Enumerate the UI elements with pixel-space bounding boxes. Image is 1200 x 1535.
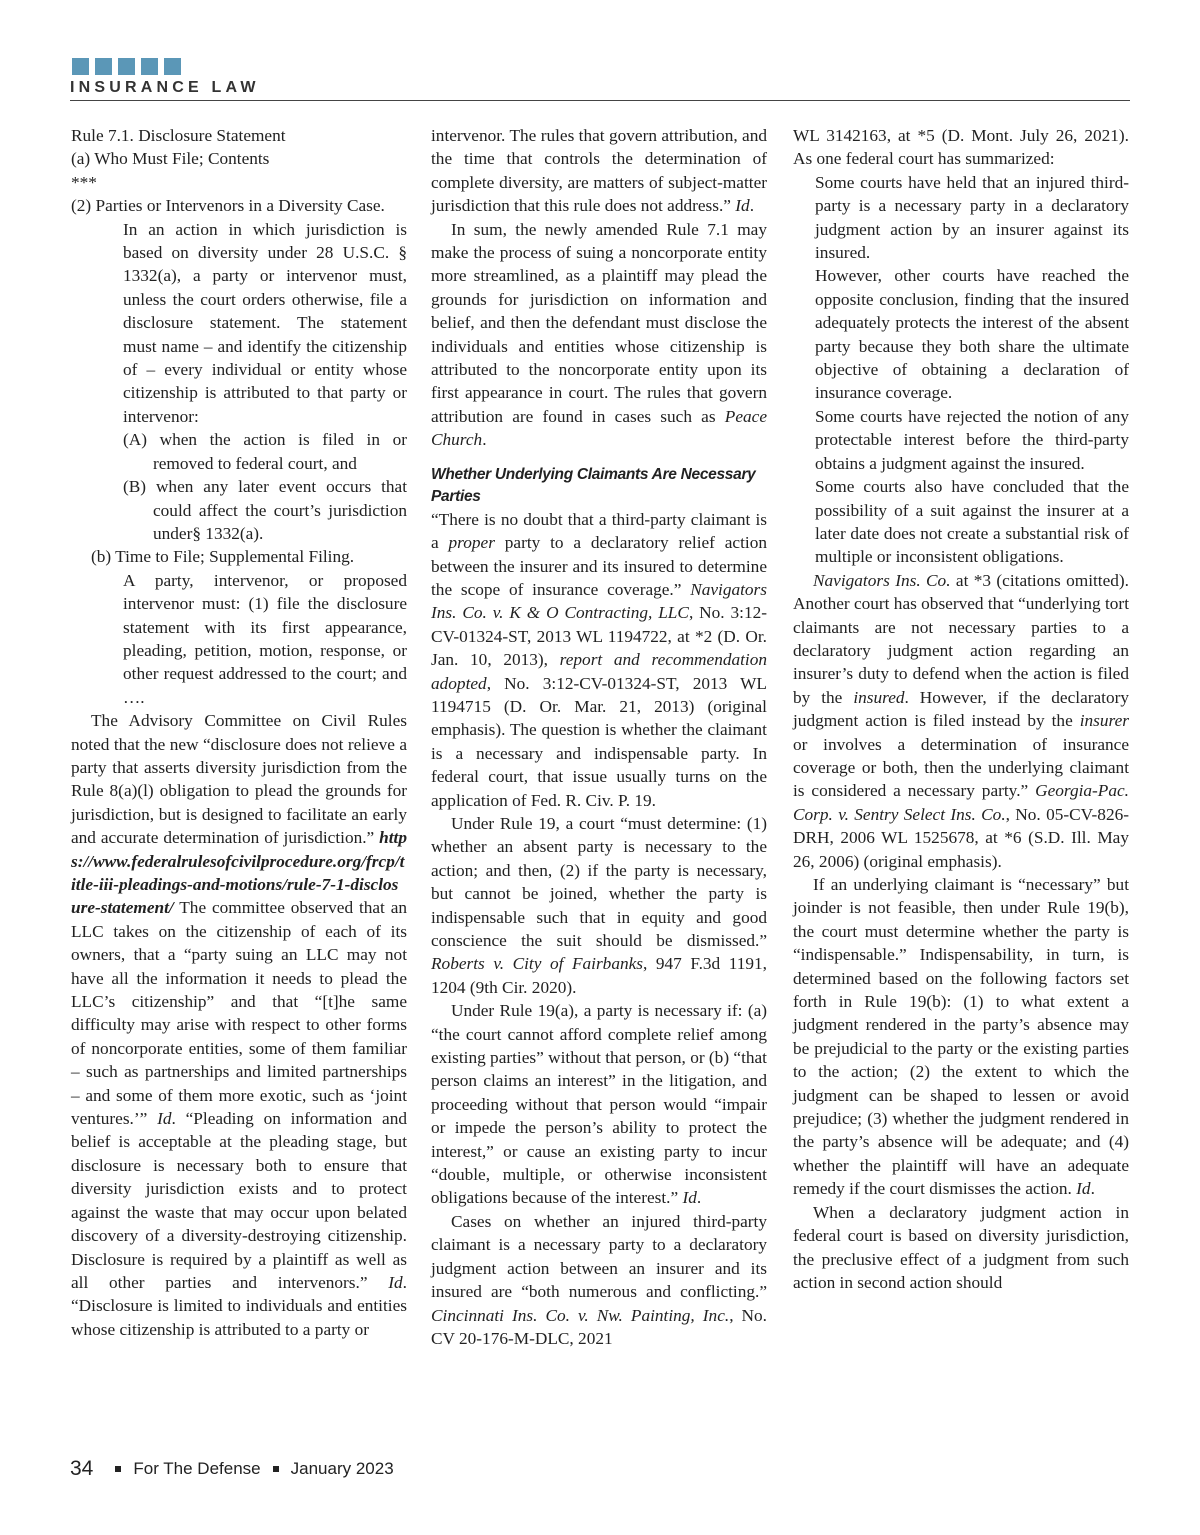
header-square-icon [95, 58, 112, 75]
paragraph: The Advisory Committee on Civil Rules noted that the new “disclosure does not relieve a party that asserts diversity jurisdiction from the Rule 8(a)(l) obligation to plead the grounds for jurisdiction, but is designed to facilitate an early and accurate determination of jurisdiction.” https://www.federalrulesofcivilprocedure.org/frcp/title-iii-pleadings-and-motions/rule-7-1-disclosure-statement/ The committee observed that an LLC takes on the citizenship of each of its owners, that a “party suing an LLC may not have all the information it needs to plead the LLC’s citizenship” and that “[t]he same difficulty may arise with respect to other forms of noncorporate entities, some of them familiar – such as partnerships and limited partnerships – and some of them more exotic, such as ‘joint ventures.’” Id. “Pleading on information and belief is acceptable at the pleading stage, but disclosure is necessary both to ensure that diversity jurisdiction exists and to protect against the waste that may occur upon belated discovery of a diversity-destroying citizenship. Disclosure is required by a plaintiff as well as all other parties and intervenors.” Id. “Disclosure is limited to individuals and entities whose citizenship is attributed to a party or [71, 711, 407, 1339]
section-title: INSURANCE LAW [70, 79, 260, 96]
committee-link[interactable]: https://www.federalrulesofcivilprocedure.org/frcp/title-iii-pleadings-and-motions/rule-7-1-disclosure-statement/ [71, 828, 407, 918]
rule-b-text: A party, intervenor, or proposed intervenor must: (1) file the disclosure statement with its first appearance, pleading, petition, motion, response, or other request addressed to the court; and …. [123, 570, 407, 707]
paragraph: WL 3142163, at *5 (D. Mont. July 26, 2021). As one federal court has summarized: [793, 126, 1129, 169]
page-footer [70, 1457, 394, 1481]
column-1 [71, 124, 407, 1341]
rule-2-b: (B) when any later event occurs that could affect the court’s jurisdiction under§ 1332(a). [123, 477, 407, 543]
rule-a: (a) Who Must File; Contents [71, 149, 270, 169]
paragraph: In sum, the newly amended Rule 7.1 may make the process of suing a noncorporate entity more streamlined, as a plaintiff may plead the grounds for jurisdiction on information and belief, and then the defendant must disclose the individuals and entities whose citizenship is attributed to the noncorporate entity upon its first appearance in court. The rules that govern attribution are found in cases such as Peace Church. [431, 219, 767, 450]
quote-item: Some courts also have concluded that the possibility of a suit against the insurer at a later date does not create a substantial risk of multiple or inconsistent obligations. [815, 477, 1129, 567]
paragraph: Cases on whether an injured third-party claimant is a necessary party to a declaratory judgment action between an insurer and its insured are “both numerous and conflicting.” Cincinnati Ins. Co. v. Nw. Painting, Inc., No. CV 20-176-M-DLC, 2021 [431, 1211, 767, 1348]
paragraph: If an underlying claimant is “necessary” but joinder is not feasible, then under Rule 19(b), the court must determine whether the party is “indispensable.” Indispensability, in turn, is determined based on the following factors set forth in Rule 19(b): (1) to what extent a judgment rendered in the party’s absence may be prejudicial to the party or the existing parties to the action; (2) the extent to which the judgment can be shaped to lessen or avoid prejudice; (3) whether the judgment rendered in the party’s absence will be adequate; and (4) whether the plaintiff will have an adequate remedy if the court dismisses the action. Id. [793, 875, 1129, 1199]
column-2 [431, 124, 767, 1350]
stars: *** [71, 172, 97, 192]
rule-title: Rule 7.1. Disclosure Statement [71, 126, 286, 145]
issue-date: January 2023 [290, 1459, 394, 1478]
rule-2: (2) Parties or Intervenors in a Diversity Case. [71, 196, 385, 216]
paragraph: Under Rule 19, a court “must determine: (1) whether an absent party is necessary to the action; and then, (2) if the party is necessary, but cannot be joined, whether the party is indispensable such that in equity and good conscience the suit should be dismissed.” Roberts v. City of Fairbanks, 947 F.3d 1191, 1204 (9th Cir. 2020). [431, 813, 767, 997]
quote-item: Some courts have rejected the notion of any protectable interest before the third-party obtains a judgment against the insured. [815, 406, 1129, 473]
rule-b: (b) Time to File; Supplemental Filing. [91, 547, 355, 567]
header-square-icon [118, 58, 135, 75]
publication-name: For The Defense [133, 1459, 261, 1478]
quote-item: Some courts have held that an injured third-party is a necessary party in a declaratory judgment action by an insurer against its insured. [815, 172, 1129, 263]
bullet-icon [273, 1466, 279, 1472]
header-square-icon [72, 58, 89, 75]
column-3 [793, 124, 1129, 1294]
bullet-icon [115, 1466, 121, 1472]
page-number: 34 [70, 1457, 94, 1480]
paragraph: When a declaratory judgment action in federal court is based on diversity jurisdiction, the preclusive effect of a judgment from such action in second action should [793, 1202, 1129, 1292]
paragraph: Navigators Ins. Co. at *3 (citations omitted). Another court has observed that “underlying tort claimants are not necessary parties to a declaratory judgment action regarding an insurer’s duty to defend when the action is filed by the insured. However, if the declaratory judgment action is filed instead by the insurer or involves a determination of insurance coverage or both, then the underlying claimant is considered a necessary party.” Georgia-Pac. Corp. v. Sentry Select Ins. Co., No. 05-CV-826-DRH, 2006 WL 1525678, at *6 (S.D. Ill. May 26, 2006) (original emphasis). [793, 570, 1129, 871]
rule-2-a: (A) when the action is filed in or removed to federal court, and [123, 430, 407, 473]
header-square-icon [141, 58, 158, 75]
header-rule [70, 100, 1130, 101]
paragraph: intervenor. The rules that govern attribution, and the time that controls the determination of complete diversity, are matters of subject-matter jurisdiction that this rule does not address.” Id. [431, 126, 767, 216]
subheading: Whether Underlying Claimants Are Necessary Parties [431, 465, 756, 505]
quote-item: However, other courts have reached the opposite conclusion, finding that the insured adequately protects the interest of the absent party because they both share the ultimate objective of obtaining a declaration of insurance coverage. [815, 266, 1129, 403]
paragraph: “There is no doubt that a third-party claimant is a proper party to a declaratory relief action between the insurer and its insured to determine the scope of insurance coverage.” Navigators Ins. Co. v. K & O Contracting, LLC, No. 3:12-CV-01324-ST, 2013 WL 1194722, at *2 (D. Or. Jan. 10, 2013), report and recommendation adopted, No. 3:12-CV-01324-ST, 2013 WL 1194715 (D. Or. Mar. 21, 2013) (original emphasis). The question is whether the claimant is a necessary and indispensable party. In federal court, that issue usually turns on the application of Fed. R. Civ. P. 19. [431, 509, 768, 810]
paragraph: Under Rule 19(a), a party is necessary if: (a) “the court cannot afford complete relief among existing parties” without that person, or (b) “that person claims an interest” in the litigation, and proceeding without that person would “impair or impede the person’s ability to protect the interest,” or cause an existing party to incur “double, multiple, or otherwise inconsistent obligations because of the interest.” Id. [431, 1001, 767, 1208]
rule-2-text: In an action in which jurisdiction is based on diversity under 28 U.S.C. § 1332(a), a party or intervenor must, unless the court orders otherwise, file a disclosure statement. The statement must name – and identify the citizenship of – every individual or entity whose citizenship is attributed to that party or intervenor: [123, 219, 407, 426]
header-square-icon [164, 58, 181, 75]
header-squares [72, 58, 181, 75]
